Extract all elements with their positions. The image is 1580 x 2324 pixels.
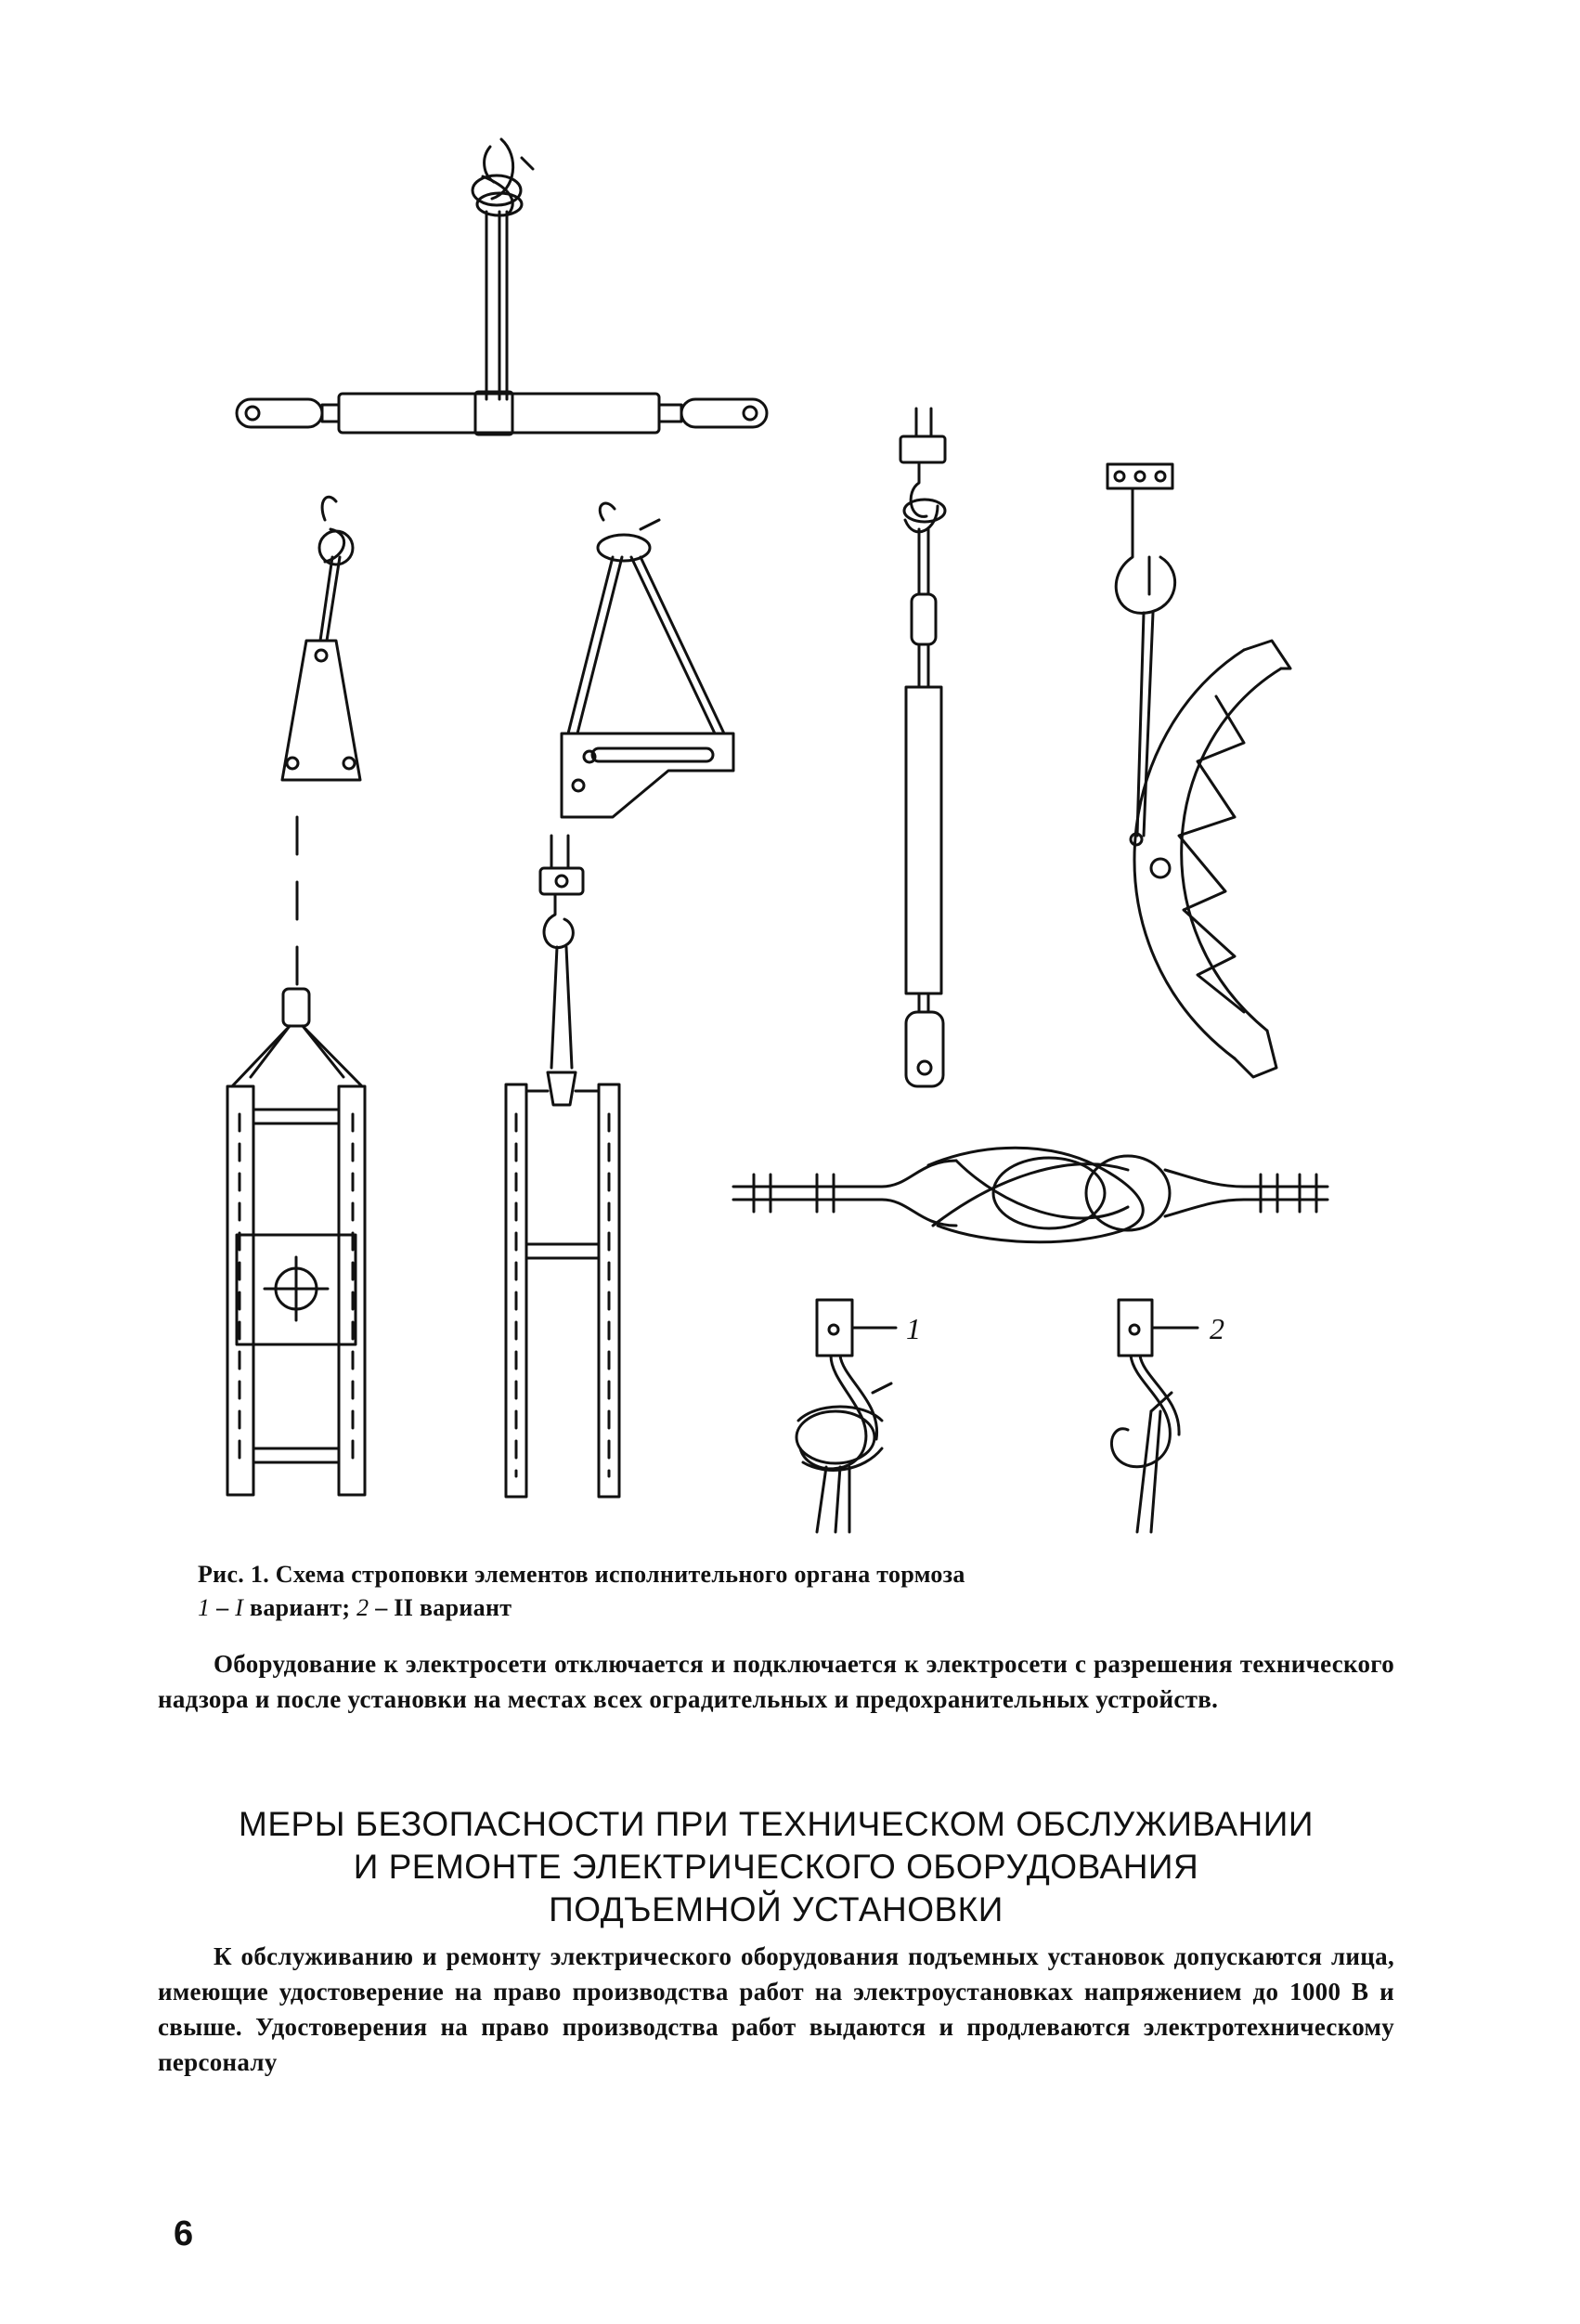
- caption-legend: [198, 1591, 1405, 1625]
- legend-item1-num: 1: [198, 1594, 211, 1621]
- callout-label-1: 1: [906, 1312, 921, 1345]
- paragraph-power-connection: [158, 1646, 1394, 1717]
- callout-label-2: 2: [1210, 1312, 1224, 1345]
- triangular-plate-drawing: [282, 497, 360, 780]
- figure-caption: [198, 1558, 1405, 1625]
- vertical-rod-drawing: [900, 409, 945, 1086]
- paragraph-2-text: К обслуживанию и ремонту электрического оборудования подъемных установок допускаются лица, имеющие удостоверение на право производства работ на электроустановках напряжением до 1000 В и свыше. Удостоверения на право производства работ выдаются и продлеваются электротехническому персоналу: [158, 1942, 1394, 2076]
- arc-segment-drawing: [1107, 464, 1290, 1077]
- rope-knot-drawing: [733, 1148, 1327, 1241]
- caption-title: Рис. 1. Схема строповки элементов исполнительного органа тормоза: [198, 1561, 965, 1588]
- page-number: 6: [174, 2214, 194, 2253]
- heading-line-3: ПОДЪЕМНОЙ УСТАНОВКИ: [549, 1890, 1004, 1928]
- paragraph-maintenance-personnel: [158, 1939, 1394, 2080]
- legend-item2-text: вариант: [413, 1594, 512, 1621]
- triangular-frame-drawing: [562, 503, 733, 817]
- paragraph-1-text: Оборудование к электросети отключается и подключается к электросети с разрешения технического надзора и после установки на местах всех оградительных и предохранительных устройств.: [158, 1650, 1394, 1713]
- heading-line-1: МЕРЫ БЕЗОПАСНОСТИ ПРИ ТЕХНИЧЕСКОМ ОБСЛУЖИВАНИИ: [239, 1805, 1314, 1843]
- hook-variant-2-drawing: [1111, 1300, 1198, 1532]
- heading-line-2: И РЕМОНТЕ ЭЛЕКТРИЧЕСКОГО ОБОРУДОВАНИЯ: [353, 1848, 1199, 1886]
- hook-variant-1-drawing: [796, 1300, 896, 1532]
- section-heading: [158, 1803, 1394, 1931]
- legend-item2-num: 2: [356, 1594, 369, 1621]
- legend-item1-text: вариант;: [243, 1594, 351, 1621]
- legend-item2-sep: – II: [369, 1594, 414, 1621]
- legend-item1-roman: I: [235, 1594, 244, 1621]
- long-frame-drawing: [227, 989, 365, 1495]
- traverse-bar-drawing: [237, 139, 767, 435]
- h-frame-drawing: [506, 836, 619, 1497]
- legend-item1-sep: –: [210, 1594, 236, 1621]
